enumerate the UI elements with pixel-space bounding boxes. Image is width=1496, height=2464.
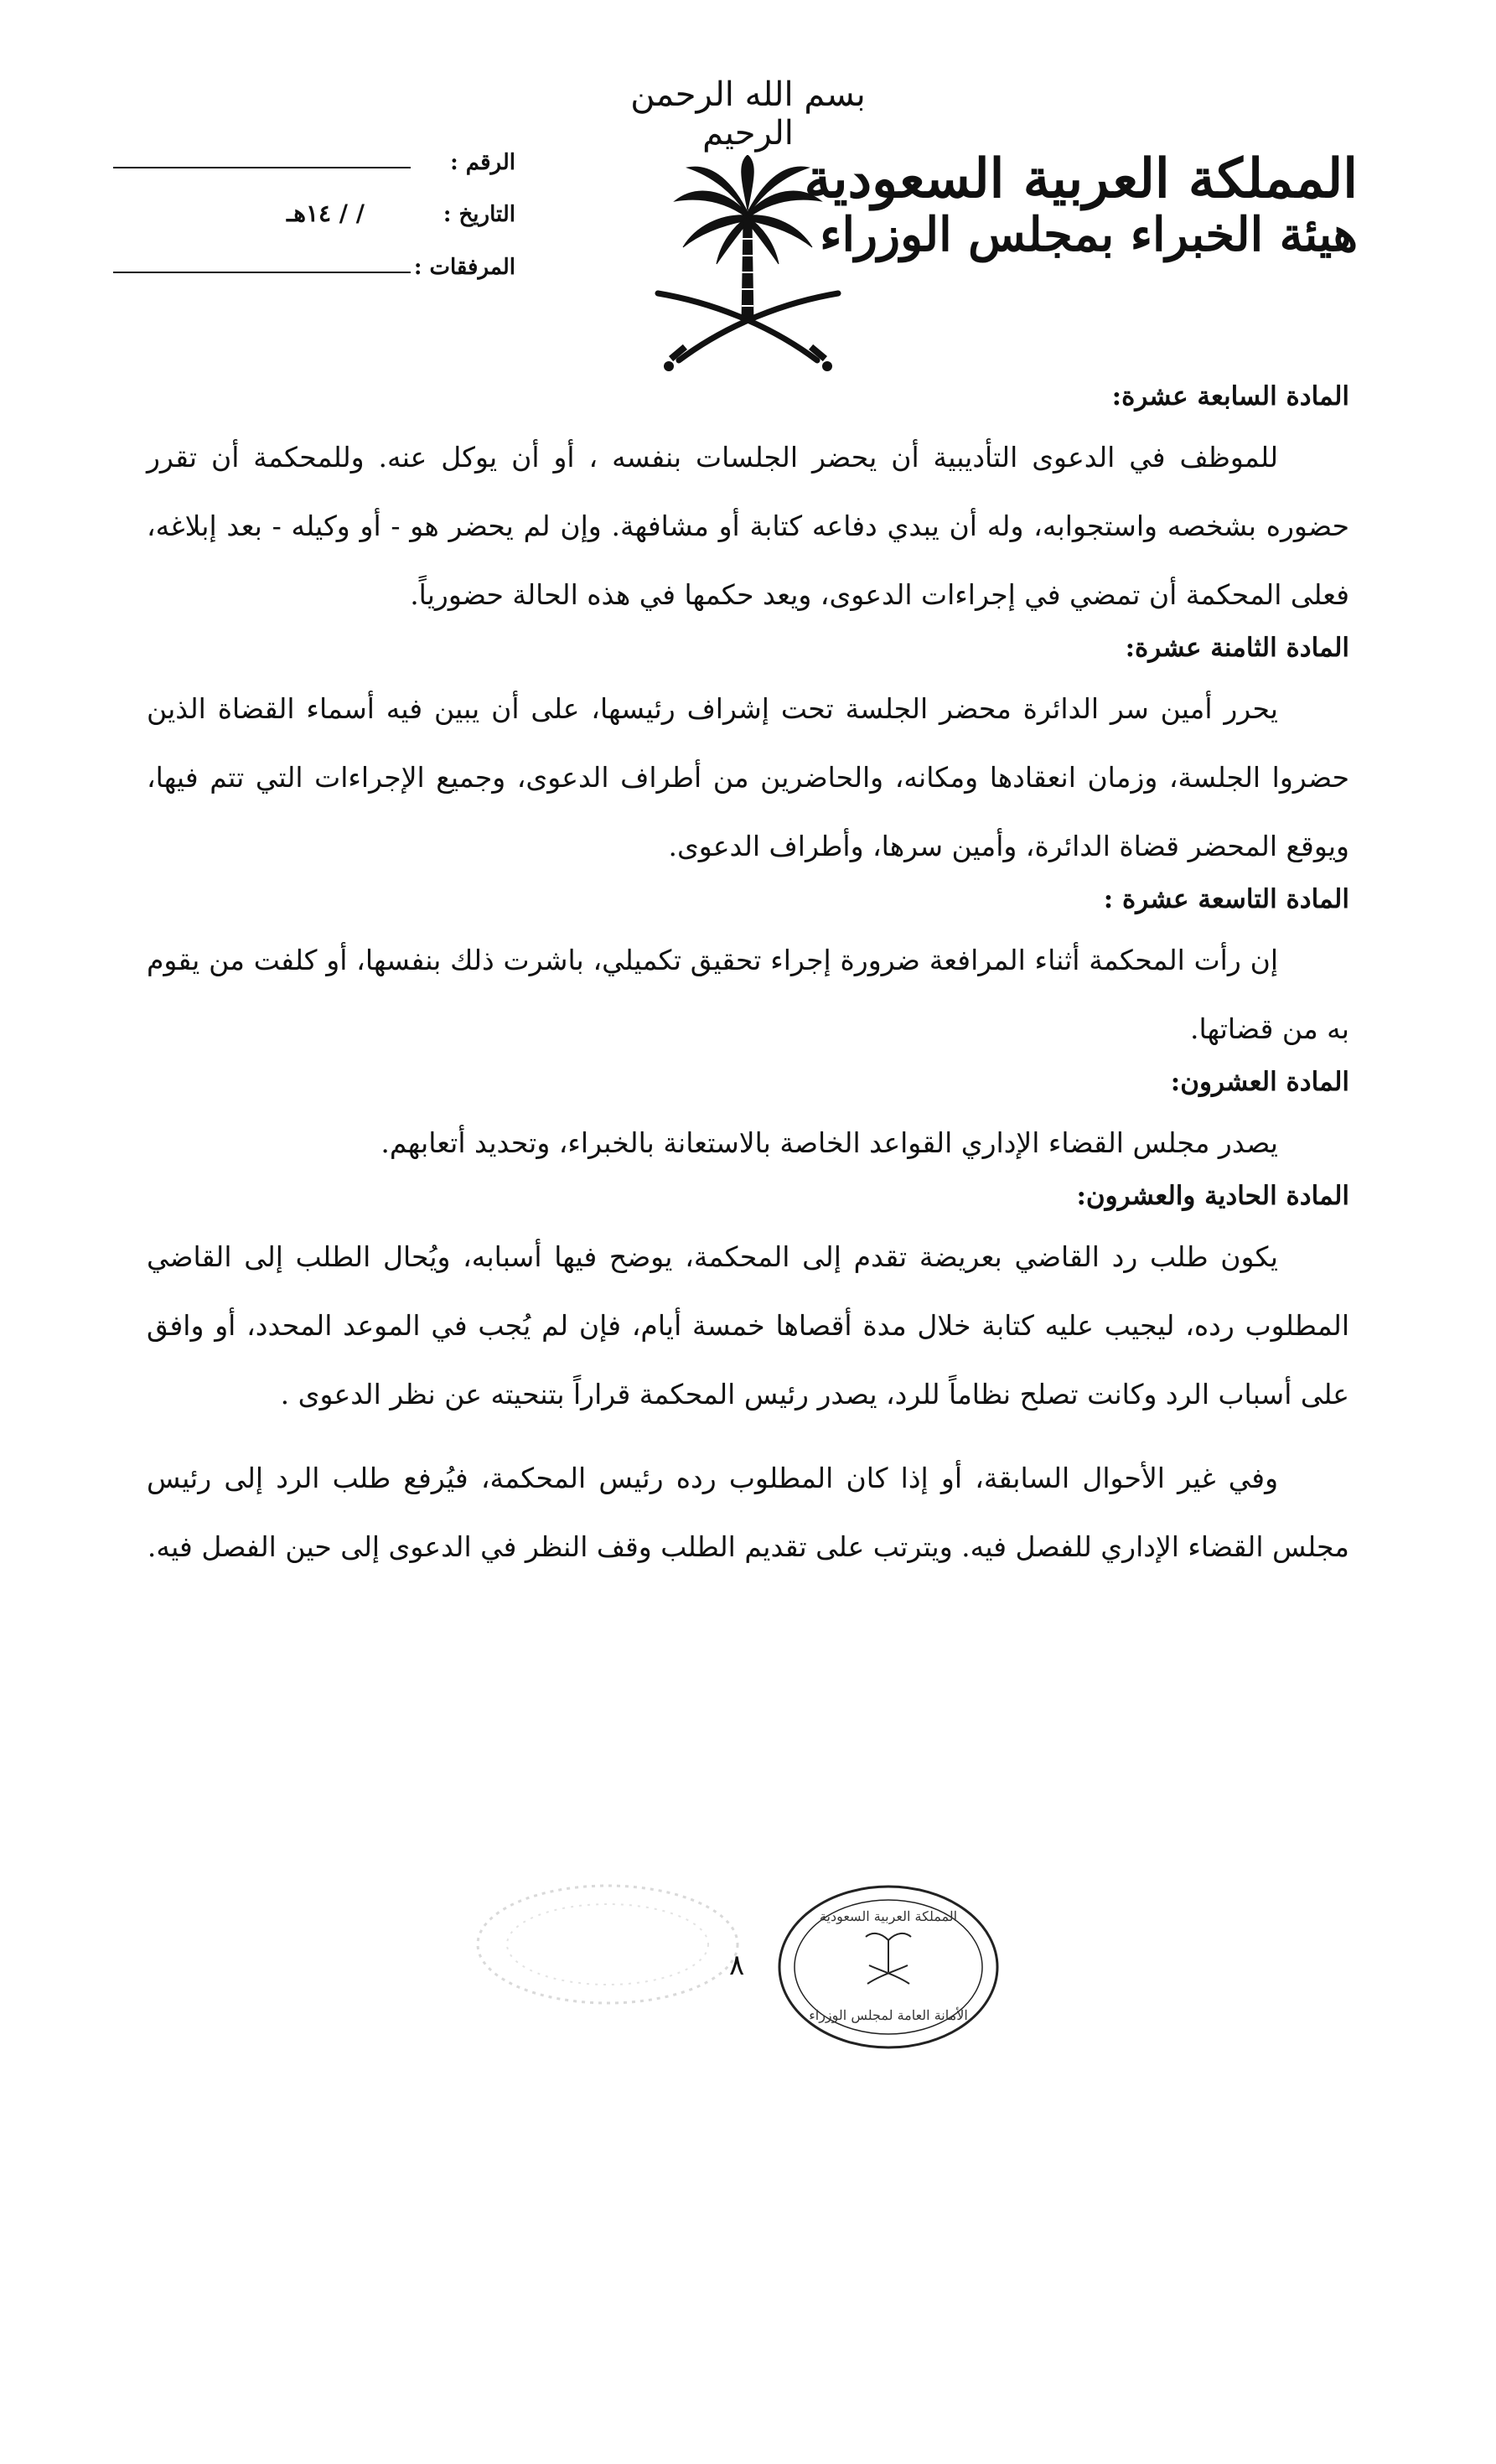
attachments-label: المرفقات :: [413, 255, 515, 280]
reference-row: [113, 147, 515, 180]
article-17: [147, 381, 1349, 629]
date-label: التاريخ :: [443, 202, 515, 227]
faint-stamp-impression: [469, 1877, 746, 2011]
seal-text-top: المملكة العربية السعودية: [819, 1908, 958, 1924]
seal-icon: [775, 1882, 1002, 2053]
date-row: [113, 199, 515, 232]
attachments-row: [113, 251, 515, 285]
seal-text-bottom: الأمانة العامة لمجلس الوزراء: [809, 2007, 968, 2023]
articles-body: [147, 381, 1349, 1581]
official-seal: [775, 1882, 1002, 2053]
org-line-kingdom: المملكة العربية السعودية: [804, 148, 1358, 210]
reference-label: الرقم :: [450, 150, 515, 175]
article-heading: المادة التاسعة عشرة :: [1103, 884, 1349, 914]
attachments-line: [113, 272, 411, 273]
reference-line: [113, 167, 411, 168]
article-heading: المادة الحادية والعشرون:: [1076, 1181, 1349, 1211]
article-heading: المادة العشرون:: [1170, 1067, 1349, 1097]
article-paragraph: للموظف في الدعوى التأديبية أن يحضر الجلسات بنفسه ، أو أن يوكل عنه. وللمحكمة أن تقرر حضوره بشخصه واستجوابه، وله أن يبدي دفاعه كتابة أو مشافهة. وإن لم يحضر هو - أو وكيله - بعد إبلاغه، فعلى المحكمة أن تمضي في إجراءات الدعوى، ويعد حكمها في هذه الحالة حضورياً.: [147, 441, 1349, 611]
article-20: [147, 1067, 1349, 1178]
article-paragraph: يصدر مجلس القضاء الإداري القواعد الخاصة بالاستعانة بالخبراء، وتحديد أتعابهم.: [380, 1126, 1278, 1159]
basmala: بسم الله الرحمن الرحيم: [630, 75, 866, 153]
date-value: / / ١٤هـ: [287, 199, 365, 227]
article-paragraph: يكون طلب رد القاضي بعريضة تقدم إلى المحكمة، يوضح فيها أسبابه، ويُحال الطلب إلى القاضي المطلوب رده، ليجيب عليه كتابة خلال مدة أقصاها خمسة أيام، فإن لم يُجب في الموعد المحدد، أو وافق على أسباب الرد وكانت تصلح نظاماً للرد، يصدر رئيس المحكمة قراراً بتنحيته عن نظر الدعوى .: [147, 1240, 1349, 1411]
article-paragraph: إن رأت المحكمة أثناء المرافعة ضرورة إجراء تحقيق تكميلي، باشرت ذلك بنفسها، أو كلفت من يقوم به من قضاتها.: [147, 944, 1349, 1045]
article-paragraph: يحرر أمين سر الدائرة محضر الجلسة تحت إشراف رئيسها، على أن يبين فيه أسماء القضاة الذين حضروا الجلسة، وزمان انعقادها ومكانه، والحاضرين من أطراف الدعوى، وجميع الإجراءات التي تتم فيها، ويوقع المحضر قضاة الدائرة، وأمين سرها، وأطراف الدعوى.: [147, 692, 1349, 862]
page-number: ٨: [729, 1949, 745, 1982]
article-19: [147, 884, 1349, 1064]
article-heading: المادة الثامنة عشرة:: [1125, 633, 1349, 663]
article-18: [147, 633, 1349, 881]
article-heading: المادة السابعة عشرة:: [1111, 381, 1349, 412]
article-paragraph: وفي غير الأحوال السابقة، أو إذا كان المطلوب رده رئيس المحكمة، فيُرفع طلب الرد إلى رئيس مجلس القضاء الإداري للفصل فيه. ويترتب على تقديم الطلب وقف النظر في الدعوى إلى حين الفصل فيه.: [147, 1462, 1349, 1563]
organization-name: [804, 148, 1358, 263]
article-21: [147, 1181, 1349, 1581]
org-line-bureau: هيئة الخبراء بمجلس الوزراء: [820, 207, 1358, 263]
